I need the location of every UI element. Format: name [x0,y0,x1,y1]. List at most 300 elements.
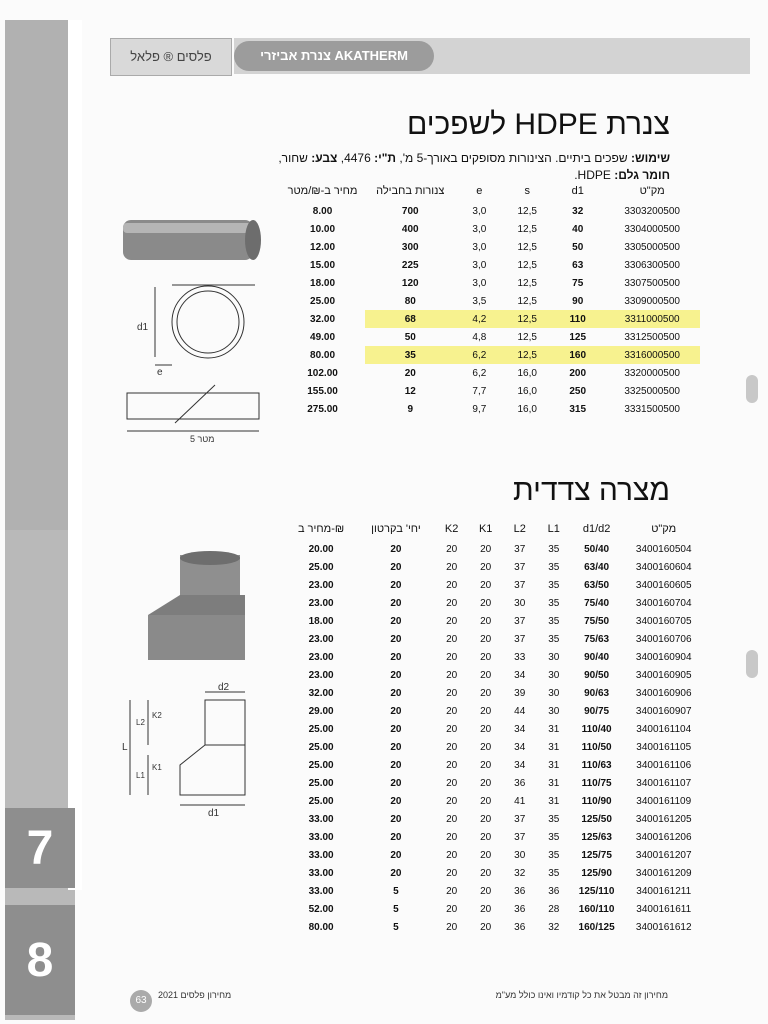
cell-sku: 3306300500 [624,259,680,271]
cell-d1: 110 [551,310,604,328]
cell-pack: 80 [404,295,416,307]
cell-l1: 35 [548,543,560,555]
cell-sku: 3400160504 [635,543,692,555]
cell-d: 125/50 [581,813,612,825]
cell-d: 160/125 [578,921,615,933]
cell-l1: 31 [548,741,560,753]
cell-price: 52.00 [308,903,334,915]
cell-k1: 20 [480,903,492,915]
cell-l2: 37 [514,579,526,591]
cell-sku: 3400160704 [635,597,692,609]
cell-sku: 3331500500 [624,403,680,415]
cell-d: 110/40 [581,723,612,735]
table-row [280,364,700,382]
cell-pack: 50 [404,331,416,343]
cell-units: 20 [390,615,402,627]
cell-price: 18.00 [310,277,336,289]
cell-e: 3,0 [472,223,487,235]
cell-units: 5 [393,903,399,915]
cell-k1: 20 [480,777,492,789]
pipe-3d-image [123,220,261,260]
cell-k2: 20 [446,543,458,555]
footer-note: מחירון זה מבטל את כל קודמיו ואינו כולל מע"מ [495,990,668,1000]
cell-k2: 20 [446,777,458,789]
table-row [285,846,705,864]
cell-l2: 34 [514,669,526,681]
cell-l1: 35 [548,633,560,645]
cell-sku: 3305000500 [624,241,680,253]
cell-k2: 20 [446,579,458,591]
cell-pack: 35 [365,346,455,364]
cell-k2: 20 [446,723,458,735]
binder-hole [746,375,758,403]
cell-sku: 3400160906 [635,687,692,699]
cell-units: 20 [390,831,402,843]
table-row [285,684,705,702]
label-k1: K1 [152,763,162,772]
cell-pack: 120 [401,277,419,289]
cell-price: 18.00 [308,615,334,627]
cell-k2: 20 [446,831,458,843]
table-row [285,612,705,630]
reducer-section-diagram [130,692,245,805]
cell-d: 125/63 [581,831,612,843]
chapter-tab-7[interactable]: 7 [5,808,75,888]
cell-l2: 37 [514,633,526,645]
cell-price: 33.00 [308,831,334,843]
table-header-row [280,180,700,202]
cell-s: 12,5 [517,223,537,235]
page-header [110,38,750,74]
table-row [285,864,705,882]
cell-units: 20 [390,741,402,753]
cell-price: 10.00 [310,223,336,235]
cell-k1: 20 [480,633,492,645]
cell-sku: 3303200500 [624,205,680,217]
reducer-3d-image [148,551,245,660]
cell-l1: 28 [548,903,560,915]
cell-pack: 12 [404,385,416,397]
cell-sku: 3400160907 [635,705,692,717]
cell-k1: 20 [480,597,492,609]
label-e: e [157,367,163,378]
col-e: e [476,185,483,197]
cell-l1: 31 [548,795,560,807]
col-pack: צנורות בחבילה [376,185,445,197]
table-row [285,558,705,576]
cell-l2: 36 [514,903,526,915]
cell-l1: 31 [548,759,560,771]
cell-price: 33.00 [308,867,334,879]
cell-d1: 63 [572,259,584,271]
table-row [280,400,700,418]
cell-sku: 3311000500 [604,310,700,328]
table-row [285,720,705,738]
cell-k1: 20 [480,651,492,663]
cell-d1: 50 [572,241,584,253]
cell-price: 23.00 [308,579,334,591]
col-d1: d1 [571,185,584,197]
cell-e: 6,2 [472,367,487,379]
col-k2: K2 [444,523,459,535]
col-sku: מק"ט [639,185,665,197]
cell-price: 33.00 [308,849,334,861]
cell-price: 8.00 [312,205,333,217]
cell-sku: 3400160904 [635,651,692,663]
cell-price: 29.00 [308,705,334,717]
col-k1: K1 [478,523,493,535]
cell-s: 12,5 [503,346,551,364]
cell-l1: 31 [548,777,560,789]
label-length: 5 מטר [190,434,215,444]
cell-l2: 36 [514,885,526,897]
cell-d: 110/75 [581,777,612,789]
cell-price: 25.00 [310,295,336,307]
cell-sku: 3400160605 [635,579,692,591]
cell-k2: 20 [446,705,458,717]
cell-e: 4,8 [472,331,487,343]
table-row [285,594,705,612]
cell-e: 9,7 [472,403,487,415]
cell-k1: 20 [480,579,492,591]
table-header-row [285,518,705,540]
cell-pack: 9 [407,403,414,415]
cell-sku: 3400161109 [636,795,692,807]
cell-d: 90/40 [584,651,610,663]
cell-k1: 20 [480,813,492,825]
pipe-drawing [115,205,275,445]
cell-e: 3,0 [472,205,487,217]
cell-sku: 3400160706 [635,633,692,645]
cell-l2: 41 [514,795,526,807]
cell-units: 20 [390,849,402,861]
cell-d1: 250 [569,385,587,397]
table-row [285,792,705,810]
cell-d: 110/50 [581,741,612,753]
cell-d: 90/75 [584,705,610,717]
chapter-tab-8[interactable]: 8 [5,905,75,1015]
cell-k1: 20 [480,705,492,717]
side-divider [68,20,82,890]
reducer-drawing [120,550,280,820]
cell-price: 155.00 [307,385,338,397]
cell-d: 75/50 [584,615,610,627]
label-l: L [122,742,128,753]
cell-sku: 3325000500 [624,385,680,397]
cell-units: 20 [390,777,402,789]
cell-sku: 3400161206 [635,831,692,843]
cell-s: 12,5 [517,205,537,217]
table-row [285,630,705,648]
col-price: מחיר ב-₪/מטר [287,185,358,197]
cell-sku: 3400161612 [635,921,692,933]
table-row [280,256,700,274]
cell-k1: 20 [480,921,492,933]
cell-k2: 20 [446,759,458,771]
cell-sku: 3307500500 [624,277,680,289]
table-row [285,918,705,936]
table-row [280,274,700,292]
cell-k2: 20 [446,597,458,609]
cell-sku: 3400160604 [635,561,692,573]
cell-k2: 20 [446,903,458,915]
col-l1: L1 [547,523,560,535]
table-row [285,774,705,792]
section-label: צנרת אביזרי AKATHERM [234,41,434,71]
cell-d: 75/40 [584,597,610,609]
cell-e: 4,2 [455,310,503,328]
cell-k1: 20 [480,669,492,681]
col-d: d1/d2 [582,523,611,535]
cell-d: 160/110 [578,903,615,915]
cell-sku: 3400161611 [636,903,692,915]
cell-units: 20 [390,795,402,807]
cell-e: 3,0 [472,277,487,289]
label-l1: L1 [136,771,145,780]
cell-units: 5 [393,921,399,933]
cell-l1: 35 [548,561,560,573]
table-row [280,310,700,328]
cell-d: 125/90 [581,867,612,879]
cell-price: 33.00 [308,885,334,897]
cell-sku: 3316000500 [604,346,700,364]
cell-k1: 20 [480,795,492,807]
cell-pack: 300 [401,241,419,253]
cell-l2: 34 [514,741,526,753]
cell-l2: 37 [514,831,526,843]
cell-sku: 3400160705 [635,615,692,627]
table-row [280,328,700,346]
cell-k1: 20 [480,561,492,573]
cell-l1: 35 [548,579,560,591]
cell-s: 16,0 [517,403,537,415]
cell-s: 12,5 [517,259,537,271]
cell-price: 25.00 [308,777,334,789]
cell-k1: 20 [480,687,492,699]
table-row [285,648,705,666]
table-row [280,382,700,400]
cell-price: 20.00 [308,543,334,555]
cell-price: 12.00 [310,241,336,253]
cell-l2: 34 [514,759,526,771]
cell-units: 20 [390,651,402,663]
table-row [285,738,705,756]
cell-e: 3,5 [472,295,487,307]
cell-d: 110/90 [581,795,612,807]
cell-price: 275.00 [307,403,338,415]
cell-k2: 20 [446,867,458,879]
cell-pack: 700 [401,205,419,217]
cell-price: 23.00 [308,669,334,681]
brand-logo: פלסים ® פלאל [110,38,232,76]
cell-units: 20 [390,723,402,735]
cell-k2: 20 [446,615,458,627]
label-d2: d2 [218,682,230,693]
cell-e: 7,7 [472,385,487,397]
cell-price: 32.00 [310,313,336,325]
cell-units: 20 [390,759,402,771]
cell-l2: 37 [514,615,526,627]
col-s: s [524,185,530,197]
cell-k1: 20 [480,741,492,753]
table-row [285,900,705,918]
cell-l1: 35 [548,831,560,843]
cell-l1: 30 [548,651,560,663]
cell-sku: 3400161107 [636,777,692,789]
cell-k1: 20 [480,867,492,879]
cell-sku: 3400161205 [635,813,692,825]
cell-price: 80.00 [310,349,336,361]
cell-pack: 225 [401,259,419,271]
cell-l2: 36 [514,777,526,789]
cell-l1: 31 [548,723,560,735]
col-sku: מק"ט [651,523,677,535]
cell-d1: 32 [572,205,584,217]
table-row [280,238,700,256]
cell-d1: 315 [569,403,587,415]
binder-hole [746,650,758,678]
pipe-length-diagram [127,385,259,431]
cell-k1: 20 [480,885,492,897]
cell-d1: 90 [572,295,584,307]
cell-sku: 3400161106 [636,759,692,771]
cell-l1: 30 [548,705,560,717]
cell-k2: 20 [446,669,458,681]
cell-s: 12,5 [503,310,551,328]
cell-units: 20 [390,561,402,573]
cell-l2: 34 [514,723,526,735]
cell-price: 102.00 [307,367,338,379]
cell-k2: 20 [446,687,458,699]
label-l2: L2 [136,718,145,727]
table-row [285,882,705,900]
cell-price: 15.00 [310,259,336,271]
table-row [285,666,705,684]
cell-pack: 400 [401,223,419,235]
cell-l2: 36 [514,921,526,933]
cell-units: 20 [390,867,402,879]
table-row [285,756,705,774]
cell-l1: 30 [548,669,560,681]
cell-units: 20 [390,597,402,609]
cell-l1: 32 [548,921,560,933]
label-d1: d1 [137,322,149,333]
cell-e: 3,0 [472,241,487,253]
cell-k2: 20 [446,795,458,807]
cell-s: 12,5 [517,277,537,289]
cell-sku: 3400161211 [636,885,692,897]
cell-price: 25.00 [308,759,334,771]
cell-units: 20 [390,813,402,825]
cell-k1: 20 [480,831,492,843]
cell-l1: 30 [548,687,560,699]
cell-d: 50/40 [584,543,610,555]
cell-sku: 3400161207 [635,849,692,861]
cell-l2: 30 [514,597,526,609]
cell-sku: 3312500500 [624,331,680,343]
cell-k2: 20 [446,561,458,573]
pipe-section-diagram [155,285,255,365]
section2-title: מצרה צדדית [513,474,670,507]
col-units: יחי' בקרטון [371,523,421,535]
cell-d: 63/40 [584,561,610,573]
cell-units: 20 [390,669,402,681]
cell-k1: 20 [480,759,492,771]
cell-s: 12,5 [517,241,537,253]
cell-price: 33.00 [308,813,334,825]
cell-e: 3,0 [472,259,487,271]
table-row [285,702,705,720]
cell-e: 6,2 [455,346,503,364]
cell-k2: 20 [446,885,458,897]
cell-sku: 3400161105 [636,741,692,753]
section1-title: צנרת HDPE לשפכים [407,108,670,141]
section1-usage: שימוש: שפכים ביתיים. הצינורות מסופקים באורך-5 מ', ת"י: 4476, צבע: שחור, חומר גלם: HDPE. [278,151,670,182]
cell-pack: 68 [365,310,455,328]
cell-k2: 20 [446,813,458,825]
reducer-price-table [285,518,705,936]
cell-price: 25.00 [308,723,334,735]
cell-price: 23.00 [308,597,334,609]
cell-sku: 3320000500 [624,367,680,379]
cell-s: 12,5 [517,331,537,343]
cell-d1: 160 [551,346,604,364]
cell-d1: 40 [572,223,584,235]
table-row [285,810,705,828]
cell-pack: 20 [404,367,416,379]
cell-l2: 37 [514,543,526,555]
cell-k2: 20 [446,651,458,663]
cell-price: 23.00 [308,633,334,645]
cell-l1: 36 [548,885,560,897]
cell-sku: 3400161104 [636,723,692,735]
table-row [285,576,705,594]
cell-k2: 20 [446,633,458,645]
cell-d: 125/75 [581,849,612,861]
footer-catalog: מחירון פלסים 2021 [158,990,232,1000]
table-row [285,540,705,558]
cell-l2: 37 [514,561,526,573]
cell-price: 25.00 [308,741,334,753]
cell-l1: 35 [548,813,560,825]
cell-units: 20 [390,705,402,717]
cell-d: 90/63 [584,687,610,699]
cell-k1: 20 [480,543,492,555]
cell-units: 5 [393,885,399,897]
cell-d1: 200 [569,367,587,379]
cell-k2: 20 [446,741,458,753]
cell-units: 20 [390,579,402,591]
table-row [280,346,700,364]
page-number: 63 [130,990,152,1012]
cell-k1: 20 [480,849,492,861]
cell-l1: 35 [548,849,560,861]
cell-k2: 20 [446,921,458,933]
cell-sku: 3400161209 [635,867,692,879]
cell-price: 25.00 [308,795,334,807]
cell-sku: 3309000500 [624,295,680,307]
col-price: מחיר ב-₪ [298,523,345,535]
cell-price: 80.00 [308,921,334,933]
table-row [280,292,700,310]
col-l2: L2 [513,523,526,535]
cell-s: 16,0 [517,385,537,397]
cell-k2: 20 [446,849,458,861]
cell-s: 16,0 [517,367,537,379]
cell-d1: 75 [572,277,584,289]
cell-l1: 35 [548,867,560,879]
label-k2: K2 [152,711,162,720]
